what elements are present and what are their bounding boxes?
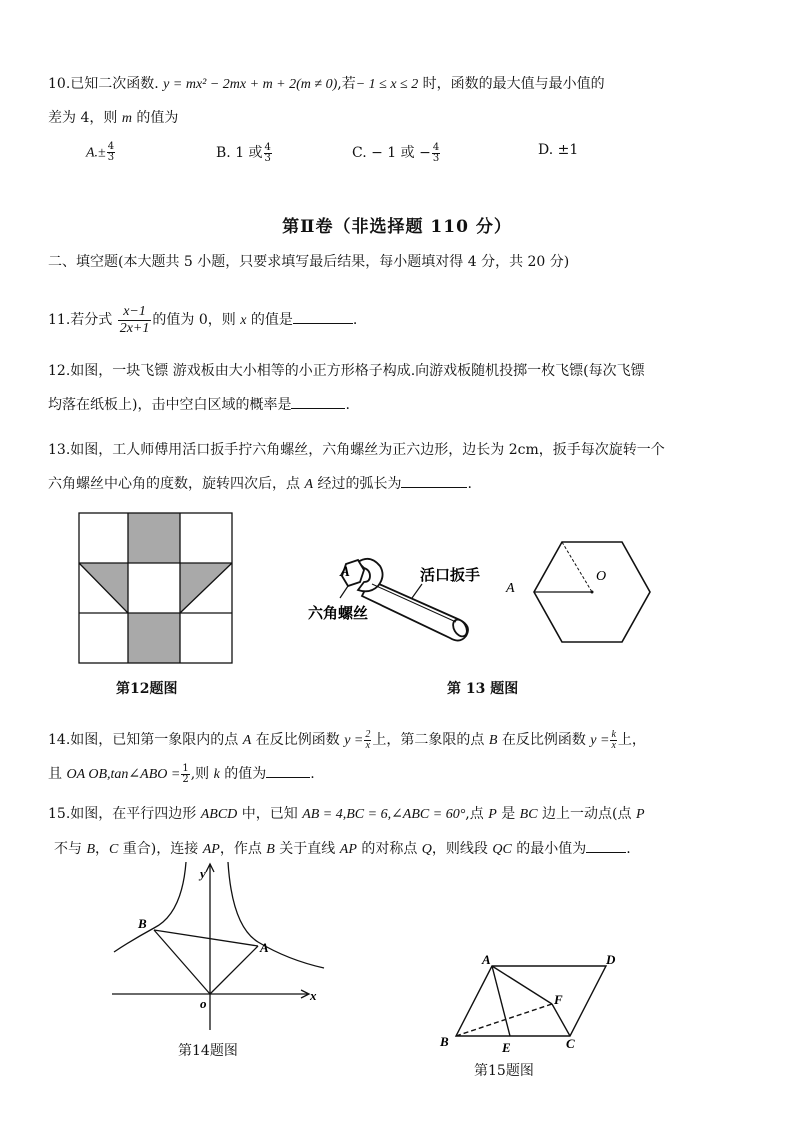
q10-option-a: A.± $\frac{4}{3}$ xyxy=(86,141,115,163)
q12-answer-blank[interactable] xyxy=(291,394,345,409)
q10-line1: 10.已知二次函数. y = mx² − 2mx + m + 2(m ≠ 0),若− 1 ≤ x ≤ 2 时，函数的最大值与最小值的 xyxy=(48,76,605,92)
fig15-parallelogram xyxy=(436,948,626,1058)
q14-line2: 且 OA OB,tan∠ABO = $\frac{1}{2}$ ,则 k 的值为 . xyxy=(48,762,315,785)
q10-line2: 差为 4，则 m 的值为 xyxy=(48,110,179,126)
fig13-wrench-handle xyxy=(362,580,468,641)
q13-line1: 13.如图，工人师傅用活口扳手拧六角螺丝，六角螺丝为正六边形，边长为 2cm，扳手每次旋转一个 xyxy=(48,442,665,458)
q12-line1: 12.如图，一块飞镖 游戏板由大小相等的小正方形格子构成.向游戏板随机投掷一枚飞镖(每次飞镖 xyxy=(48,363,645,379)
q13-line2: 六角螺丝中心角的度数，旋转四次后，点 A 经过的弧长为 . xyxy=(48,473,472,495)
fig12-shaded-top xyxy=(128,513,180,563)
q15-line2: 不与 B，C 重合)，连接 AP，作点 B 关于直线 AP 的对称点 Q，则线段 QC 的最小值为 . xyxy=(54,838,631,860)
fig15-label-f: F xyxy=(554,992,563,1007)
fig15-caption: 第15题图 xyxy=(474,1063,534,1079)
fig15-label-a: A xyxy=(482,952,491,967)
fig14-label-x: x xyxy=(310,988,317,1003)
fig14-label-y: y xyxy=(200,866,206,881)
section-instructions: 二、填空题(本大题共 5 小题，只要求填写最后结果，每小题填对得 4 分，共 20 分) xyxy=(48,254,570,270)
fig13-label-a: A xyxy=(340,564,351,580)
q10-option-b: B. 1 或 $\frac{4}{3}$ xyxy=(216,141,271,164)
fig14-label-b: B xyxy=(138,916,147,931)
fig15-shape xyxy=(456,966,606,1036)
q11-answer-blank[interactable] xyxy=(293,309,353,324)
fig14-segment-ab xyxy=(154,930,258,946)
fig14-graph xyxy=(108,856,330,1032)
q13-answer-blank[interactable] xyxy=(401,473,467,488)
fig15-label-b: B xyxy=(440,1034,449,1049)
fig14-curve-first-quadrant xyxy=(228,862,324,968)
fig14-curve-second-quadrant xyxy=(114,862,186,952)
fig12-shaded-bottom xyxy=(128,613,180,663)
q14-answer-blank[interactable] xyxy=(266,763,310,778)
fig13-label-wrench: 活口扳手 xyxy=(420,568,481,584)
fig13-hexagon xyxy=(500,536,660,648)
q11-text: 11.若分式 $\frac{x-1}{2x+1}$ 的值为 0，则 x 的值是 . xyxy=(48,303,358,336)
q14-line1: 14.如图，已知第一象限内的点 A 在反比例函数 y = $\frac{2}{x}$ 上，第二象限的点 B 在反比例函数 y = $\frac{k}{x}$ 上， xyxy=(48,728,646,751)
q12-line2: 均落在纸板上)，击中空白区域的概率是 . xyxy=(48,394,350,415)
fig12-grid xyxy=(78,512,234,664)
q15-answer-blank[interactable] xyxy=(586,838,626,853)
fig13-hex-label-a: A xyxy=(506,581,515,596)
fig13-hex-label-o: O xyxy=(596,569,607,584)
fig13-caption: 第 13 题图 xyxy=(447,681,519,697)
fig14-segment-oa xyxy=(210,946,258,994)
section-title: 第Ⅱ卷（非选择题 110 分） xyxy=(282,217,512,237)
fig12-caption: 第12题图 xyxy=(116,681,178,697)
q15-line1: 15.如图，在平行四边形 ABCD 中，已知 AB = 4,BC = 6,∠ABC = 60°,点 P 是 BC 边上一动点(点 P xyxy=(48,806,645,822)
fig14-label-o: o xyxy=(200,996,207,1011)
fig13-label-nut: 六角螺丝 xyxy=(308,606,369,622)
q10-option-c: C. − 1 或 − $\frac{4}{3}$ xyxy=(352,141,440,164)
q10-option-d: D. ±1 xyxy=(538,142,579,158)
fig14-caption: 第14题图 xyxy=(178,1043,238,1059)
fig15-label-e: E xyxy=(502,1040,511,1055)
fig15-label-d: D xyxy=(606,952,616,967)
fig15-label-c: C xyxy=(566,1036,575,1051)
fig14-segment-ob xyxy=(154,930,210,994)
fig13-wrench xyxy=(300,540,510,650)
fig14-label-a: A xyxy=(260,940,269,955)
